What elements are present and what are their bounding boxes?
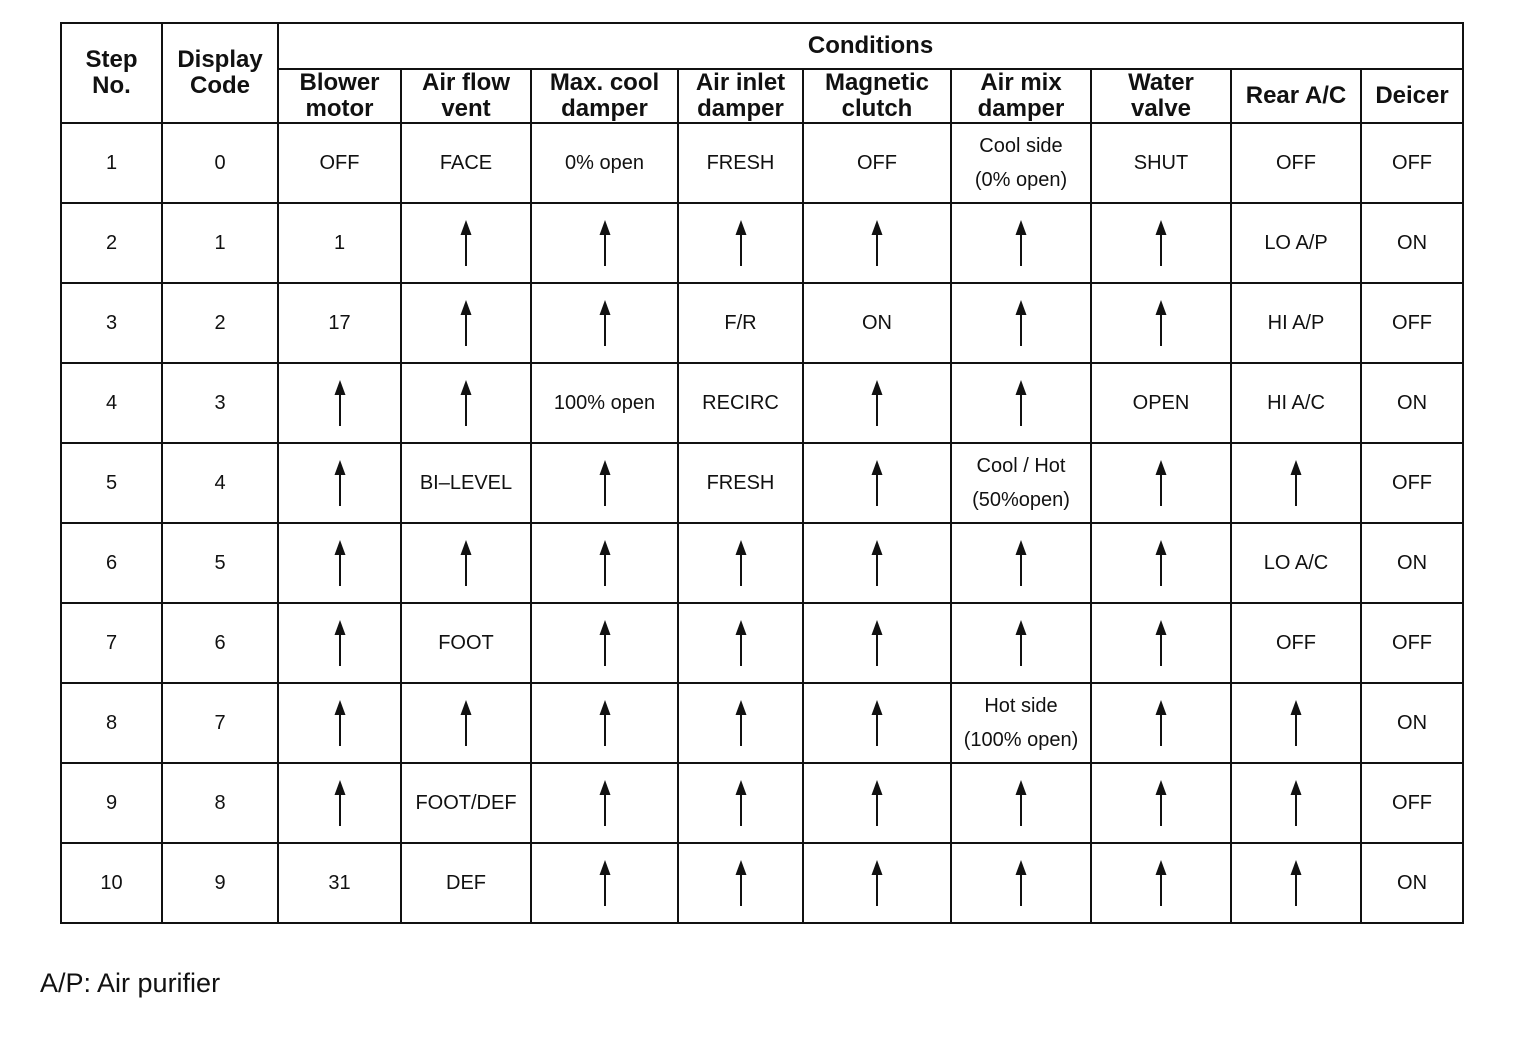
condition-cell <box>678 283 803 363</box>
display-code-cell: 7 <box>162 683 278 763</box>
condition-value: OFF <box>857 152 897 174</box>
same-as-above-cell <box>803 683 951 763</box>
same-as-above-cell <box>678 523 803 603</box>
up-arrow-icon <box>1014 780 1028 826</box>
same-as-above-cell <box>1091 283 1231 363</box>
condition-value: ON <box>1397 232 1428 254</box>
condition-cell <box>278 123 401 203</box>
same-as-above-cell <box>803 603 951 683</box>
table-row <box>61 283 1463 363</box>
same-as-above-cell <box>1091 843 1231 923</box>
up-arrow-icon <box>1154 780 1168 826</box>
header-condition-column: Air inlet damper <box>678 69 803 123</box>
condition-cell <box>1231 283 1361 363</box>
table-row <box>61 363 1463 443</box>
up-arrow-icon <box>598 860 612 906</box>
same-as-above-cell <box>1231 843 1361 923</box>
display-code-cell: 9 <box>162 843 278 923</box>
condition-cell <box>401 763 531 843</box>
up-arrow-icon <box>734 700 748 746</box>
same-as-above-cell <box>1231 443 1361 523</box>
up-arrow-icon <box>459 380 473 426</box>
same-as-above-cell <box>678 203 803 283</box>
display-code-cell: 0 <box>162 123 278 203</box>
header-condition-column: Magnetic clutch <box>803 69 951 123</box>
condition-value: FOOT/DEF <box>415 792 517 814</box>
condition-value: ON <box>1397 392 1428 414</box>
up-arrow-icon <box>598 460 612 506</box>
condition-cell <box>1361 523 1463 603</box>
up-arrow-icon <box>734 540 748 586</box>
condition-cell <box>951 443 1091 523</box>
up-arrow-icon <box>598 780 612 826</box>
display-code-cell: 2 <box>162 283 278 363</box>
up-arrow-icon <box>333 460 347 506</box>
table-row <box>61 123 1463 203</box>
same-as-above-cell <box>951 203 1091 283</box>
condition-value: 1 <box>333 232 346 254</box>
step-number-cell: 8 <box>61 683 162 763</box>
up-arrow-icon <box>459 700 473 746</box>
same-as-above-cell <box>678 763 803 843</box>
condition-value: Cool / Hot (50%open) <box>972 455 1070 511</box>
step-number-cell: 4 <box>61 363 162 443</box>
same-as-above-cell <box>951 603 1091 683</box>
condition-cell <box>531 363 678 443</box>
step-number-cell: 6 <box>61 523 162 603</box>
up-arrow-icon <box>1289 860 1303 906</box>
header-conditions: Conditions <box>278 23 1463 69</box>
up-arrow-icon <box>598 540 612 586</box>
condition-cell <box>401 603 531 683</box>
condition-value: OFF <box>319 152 360 174</box>
step-number-cell: 7 <box>61 603 162 683</box>
same-as-above-cell <box>278 523 401 603</box>
display-code-cell: 1 <box>162 203 278 283</box>
condition-value: SHUT <box>1133 152 1189 174</box>
table-row <box>61 843 1463 923</box>
step-number-cell: 5 <box>61 443 162 523</box>
up-arrow-icon <box>1154 700 1168 746</box>
table-body <box>61 123 1463 923</box>
same-as-above-cell <box>803 523 951 603</box>
same-as-above-cell <box>678 683 803 763</box>
condition-value: 100% open <box>553 392 656 414</box>
condition-cell <box>678 363 803 443</box>
up-arrow-icon <box>1154 540 1168 586</box>
condition-cell <box>1231 203 1361 283</box>
condition-cell <box>1361 763 1463 843</box>
same-as-above-cell <box>951 843 1091 923</box>
up-arrow-icon <box>734 860 748 906</box>
up-arrow-icon <box>1289 460 1303 506</box>
same-as-above-cell <box>278 683 401 763</box>
step-number-cell: 9 <box>61 763 162 843</box>
up-arrow-icon <box>598 620 612 666</box>
step-number-cell: 2 <box>61 203 162 283</box>
condition-value: OPEN <box>1132 392 1190 414</box>
same-as-above-cell <box>531 843 678 923</box>
condition-cell <box>1231 523 1361 603</box>
condition-cell <box>678 443 803 523</box>
up-arrow-icon <box>459 300 473 346</box>
display-code-cell: 5 <box>162 523 278 603</box>
condition-value: 17 <box>328 312 351 334</box>
condition-cell <box>1361 363 1463 443</box>
up-arrow-icon <box>1014 220 1028 266</box>
up-arrow-icon <box>1154 620 1168 666</box>
condition-cell <box>951 683 1091 763</box>
header-condition-column: Air flow vent <box>401 69 531 123</box>
up-arrow-icon <box>1154 220 1168 266</box>
condition-value: LO A/P <box>1264 232 1328 254</box>
up-arrow-icon <box>1289 780 1303 826</box>
same-as-above-cell <box>1231 763 1361 843</box>
condition-value: FRESH <box>706 152 775 174</box>
condition-cell <box>1361 603 1463 683</box>
same-as-above-cell <box>1091 603 1231 683</box>
header-condition-column: Rear A/C <box>1231 69 1361 123</box>
up-arrow-icon <box>333 620 347 666</box>
header-condition-column: Max. cool damper <box>531 69 678 123</box>
condition-value: 0% open <box>565 152 644 174</box>
condition-value: FOOT <box>438 632 494 654</box>
same-as-above-cell <box>1231 683 1361 763</box>
condition-value: ON <box>1397 872 1428 894</box>
table-row <box>61 523 1463 603</box>
up-arrow-icon <box>870 620 884 666</box>
table-row <box>61 683 1463 763</box>
condition-cell <box>1231 123 1361 203</box>
up-arrow-icon <box>734 220 748 266</box>
same-as-above-cell <box>1091 443 1231 523</box>
same-as-above-cell <box>803 203 951 283</box>
same-as-above-cell <box>951 523 1091 603</box>
up-arrow-icon <box>870 380 884 426</box>
same-as-above-cell <box>803 443 951 523</box>
condition-cell <box>803 123 951 203</box>
condition-value: OFF <box>1276 152 1316 174</box>
table-header <box>61 23 1463 123</box>
condition-cell <box>1361 443 1463 523</box>
same-as-above-cell <box>951 283 1091 363</box>
condition-cell <box>1091 123 1231 203</box>
condition-value: OFF <box>1392 472 1433 494</box>
same-as-above-cell <box>803 843 951 923</box>
display-code-cell: 3 <box>162 363 278 443</box>
condition-cell <box>401 443 531 523</box>
same-as-above-cell <box>531 763 678 843</box>
condition-cell <box>1361 683 1463 763</box>
condition-cell <box>278 843 401 923</box>
condition-cell <box>1231 363 1361 443</box>
condition-cell <box>1361 283 1463 363</box>
step-number-cell: 10 <box>61 843 162 923</box>
condition-value: ON <box>1397 712 1428 734</box>
condition-value: ON <box>862 312 892 334</box>
same-as-above-cell <box>278 763 401 843</box>
condition-value: HI A/P <box>1267 312 1325 334</box>
up-arrow-icon <box>459 540 473 586</box>
up-arrow-icon <box>734 780 748 826</box>
condition-cell <box>278 203 401 283</box>
same-as-above-cell <box>401 283 531 363</box>
condition-cell <box>1361 203 1463 283</box>
up-arrow-icon <box>1154 300 1168 346</box>
same-as-above-cell <box>278 443 401 523</box>
condition-value: 31 <box>328 872 351 894</box>
condition-cell <box>1231 603 1361 683</box>
up-arrow-icon <box>870 540 884 586</box>
up-arrow-icon <box>1289 700 1303 746</box>
up-arrow-icon <box>1014 860 1028 906</box>
same-as-above-cell <box>803 763 951 843</box>
up-arrow-icon <box>333 700 347 746</box>
condition-value: OFF <box>1392 152 1433 174</box>
up-arrow-icon <box>598 700 612 746</box>
same-as-above-cell <box>278 603 401 683</box>
step-number-cell: 1 <box>61 123 162 203</box>
table-row <box>61 763 1463 843</box>
same-as-above-cell <box>531 523 678 603</box>
up-arrow-icon <box>333 380 347 426</box>
up-arrow-icon <box>870 700 884 746</box>
condition-cell <box>1361 123 1463 203</box>
same-as-above-cell <box>951 363 1091 443</box>
up-arrow-icon <box>870 460 884 506</box>
condition-cell <box>531 123 678 203</box>
condition-value: HI A/C <box>1267 392 1325 414</box>
same-as-above-cell <box>531 603 678 683</box>
up-arrow-icon <box>870 860 884 906</box>
condition-value: OFF <box>1276 632 1316 654</box>
up-arrow-icon <box>1154 860 1168 906</box>
condition-value: LO A/C <box>1263 552 1329 574</box>
display-code-cell: 6 <box>162 603 278 683</box>
up-arrow-icon <box>1154 460 1168 506</box>
same-as-above-cell <box>401 523 531 603</box>
same-as-above-cell <box>1091 203 1231 283</box>
up-arrow-icon <box>598 300 612 346</box>
table-row <box>61 603 1463 683</box>
header-step-no: Step No. <box>61 23 162 123</box>
up-arrow-icon <box>734 620 748 666</box>
up-arrow-icon <box>870 220 884 266</box>
up-arrow-icon <box>459 220 473 266</box>
condition-cell <box>1091 363 1231 443</box>
same-as-above-cell <box>401 363 531 443</box>
header-display-code: Display Code <box>162 23 278 123</box>
footnote: A/P: Air purifier <box>40 968 221 998</box>
same-as-above-cell <box>803 363 951 443</box>
header-condition-column: Air mix damper <box>951 69 1091 123</box>
condition-value: Cool side (0% open) <box>974 135 1068 191</box>
condition-value: DEF <box>446 872 486 894</box>
header-condition-column: Blower motor <box>278 69 401 123</box>
condition-value: Hot side (100% open) <box>963 695 1079 751</box>
same-as-above-cell <box>531 683 678 763</box>
up-arrow-icon <box>333 780 347 826</box>
up-arrow-icon <box>870 780 884 826</box>
up-arrow-icon <box>1014 380 1028 426</box>
condition-cell <box>951 123 1091 203</box>
condition-value: RECIRC <box>702 392 779 414</box>
display-code-cell: 4 <box>162 443 278 523</box>
same-as-above-cell <box>678 603 803 683</box>
condition-value: ON <box>1397 552 1428 574</box>
condition-cell <box>278 283 401 363</box>
condition-cell <box>803 283 951 363</box>
same-as-above-cell <box>1091 763 1231 843</box>
same-as-above-cell <box>1091 683 1231 763</box>
display-code-cell: 8 <box>162 763 278 843</box>
same-as-above-cell <box>678 843 803 923</box>
condition-cell <box>401 123 531 203</box>
header-condition-column: Deicer <box>1361 69 1463 123</box>
condition-value: OFF <box>1392 632 1433 654</box>
condition-value: F/R <box>724 312 757 334</box>
condition-value: BI–LEVEL <box>419 472 513 494</box>
condition-value: OFF <box>1392 312 1433 334</box>
condition-cell <box>678 123 803 203</box>
condition-value: OFF <box>1392 792 1433 814</box>
same-as-above-cell <box>1091 523 1231 603</box>
condition-value: FRESH <box>706 472 775 494</box>
condition-cell <box>401 843 531 923</box>
table-row <box>61 203 1463 283</box>
condition-cell <box>1361 843 1463 923</box>
table-row <box>61 443 1463 523</box>
condition-value: FACE <box>439 152 493 174</box>
same-as-above-cell <box>401 203 531 283</box>
header-condition-column: Water valve <box>1091 69 1231 123</box>
same-as-above-cell <box>531 203 678 283</box>
same-as-above-cell <box>531 283 678 363</box>
up-arrow-icon <box>1014 620 1028 666</box>
same-as-above-cell <box>401 683 531 763</box>
up-arrow-icon <box>1014 300 1028 346</box>
up-arrow-icon <box>1014 540 1028 586</box>
up-arrow-icon <box>333 540 347 586</box>
same-as-above-cell <box>951 763 1091 843</box>
step-number-cell: 3 <box>61 283 162 363</box>
same-as-above-cell <box>278 363 401 443</box>
up-arrow-icon <box>598 220 612 266</box>
same-as-above-cell <box>531 443 678 523</box>
conditions-table <box>60 22 1464 924</box>
